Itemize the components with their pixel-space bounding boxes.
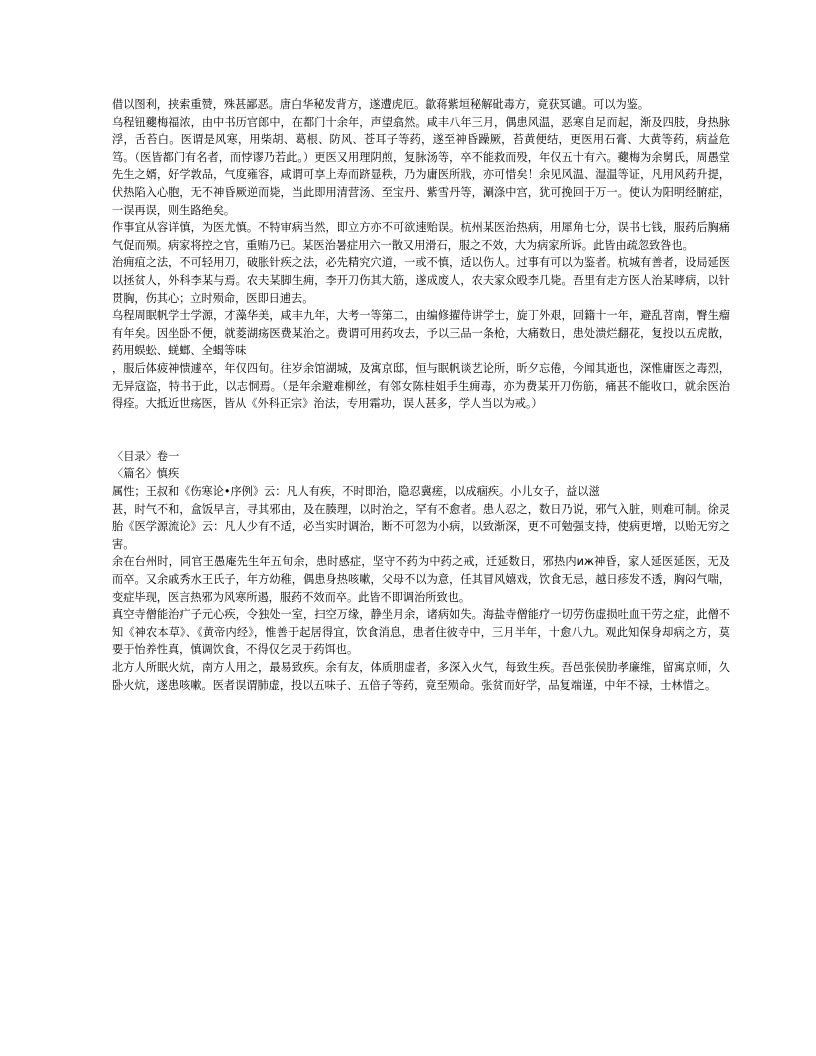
paragraph: ，服后体疲神愦遽卒，年仅四旬。往岁余馆湖城，及寓京邸，恒与眠帆谈艺论所，昕夕忘倦，今闻其逝也，深惟庸医之毒烈，无异寇盗，特书于此，以志恫焉。（是年余避难柳丝，有邻女陈桂姐手生痈毒，亦为费某开刀伤筋，痛甚不能收口，就余医治得痊。大抵近世疡医，皆从《外科正宗》治法，专用霜功，误人甚多，学人当以为戒。） <box>112 361 730 411</box>
paragraph: 乌程周眠帆学士学源，才藻华美，咸丰九年，大考一等第二，由编修擢侍讲学士，旋丁外艰，回籍十一年，避乱苕南，臀生瘤有年矣。因坐卧不便，就菱湖疡医费某治之。费谓可用药攻去，予以三品一条枪，大痛数日，患处溃烂翻花，复投以五虎散，药用蜈蚣、蜣螂、全蝎等味 <box>112 309 730 358</box>
paragraph: 甚，时气不和，盒饭早言，寻其邪由，及在腠理，以时治之，罕有不愈者。患人忍之，数日乃说，邪气入脏，则难可制。徐灵胎《医学源流论》云：凡人少有不适，必当实时调治，断不可忽为小病，以致渐深，更不可勉强支持，使病更增，以贻无穷之害。 <box>112 502 730 551</box>
document-body <box>112 96 730 694</box>
paragraph: 真空寺僧能治疒子元心疾，令独处一室，扫空万缘，静坐月余，诸病如失。海盐寺僧能疗一切劳伤虚损吐血干劳之症，此僧不知《神农本草》、《黄帝内经》，惟善于起居得宜，饮食消息，患者住彼寺中，三月半年，十愈八九。观此知保身却病之方，莫要于怡养性真，慎调饮食，不得仅乞灵于药饵也。 <box>112 608 730 657</box>
paragraph: 〈篇名〉慎疾 <box>112 467 180 481</box>
paragraph: 北方人所眠火炕，南方人用之，最易致疾。余有友，体质朋虚者，多深入火气，每致生疾。吾邑张侯肋孝廉维，留寓京师，久卧火炕，遂患咳嗽。医者误谓肺虚，投以五味子、五倍子等药，竟至殒命。张贫而好学，品复端谨，中年不禄，士林惜之。 <box>112 661 730 692</box>
paragraph-spacer <box>112 413 730 431</box>
section-heading: 〈目录〉卷一 <box>112 449 180 463</box>
paragraph: 作事宜从容详慎，为医尤慎。不特审病当然，即立方亦不可欲速贻误。杭州某医治热病，用犀角七分，误书七钱，服药后胸痛气促而殒。病家将控之官，重贿乃已。某医治暑症用六一散又用滑石，服之不效，大为病家所诉。此皆由疏忽致咎也。 <box>112 221 730 252</box>
paragraph: 属性；王叔和《伤寒论•序例》云：凡人有疾，不时即治，隐忍冀瘥，以成痼疾。小儿女子，益以滋 <box>112 485 600 499</box>
paragraph: 借以图利，挟索重赞，殊甚鄙恶。唐白华秘发背方，遂遭虎厄。歙蒋紫垣秘解砒毒方，竟获冥谴。可以为鉴。 <box>112 98 650 111</box>
paragraph: 余在台州时，同官王愚庵先生年五旬余，患时感症，坚守不药为中药之戒，迁延数日，邪热内иж神昏，家人延医延医，无及而卒。又余戚秀水王氏子，年方幼稚，偶患身热咳嗽，父母不以为意，任其冒风嬉戏，饮食无忌，越日疹发不透，胸闷气喘，变症毕现，医言热邪为风寒所遏，服药不效而卒。此皆不即调治所致也。 <box>112 555 730 604</box>
paragraph: 治痈疽之法，不可轻用刀，破胀针疾之法，必先精究穴道，一或不慎，适以伤人。过事有可以为鉴者。杭城有善者，设局延医以拯贫人，外科李某与焉。农夫某脚生痈，李开刀伤其大筋，遂成废人，农夫家众殴李几毙。吾里有走方医人治某哮病，以针贯胸，伤其心；立时殒命，医即日逋去。 <box>112 256 730 305</box>
paragraph: 乌程钮蘷梅福浓，由中书历官郎中，在都门十余年，声望翕然。咸丰八年三月，偶患风温，恶寒自足而起，渐及四肢，身热脉浮，舌苔白。医谓是风寒，用柴胡、葛根、防风、苍耳子等药，遂至神昏躁厥，苔黄便结，更医用石膏、大黄等药，病益危笃。（医皆都门有名者，而悖谬乃若此。）更医又用理阴煎，复脉汤等，卒不能救而殁，年仅五十有六。蘷梅为余舅氏，周愚堂先生之婿，好学敦品，气度雍容，咸谓可享上寿而跻显秩，乃为庸医所戕，亦可惜矣！余见风温、湿温等证，凡用风药升提，伏热陷入心胞，无不神昏厥逆而毙，当此即用清营汤、至宝丹、紫雪丹等，涮涤中宫，犹可挽回于万一。使认为阳明经腑症，一误再误，则生路绝矣。 <box>112 115 730 217</box>
paragraph-spacer <box>112 430 730 448</box>
